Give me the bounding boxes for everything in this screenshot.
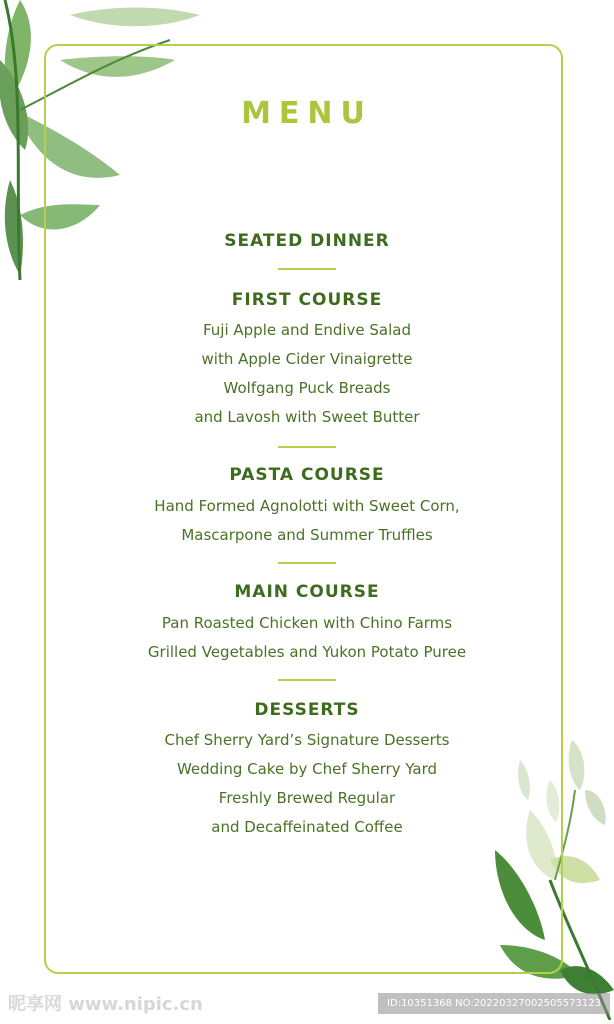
watermark-logo: 昵享网 www.nipic.cn (8, 994, 203, 1015)
menu-item-line: Wolfgang Puck Breads (223, 379, 391, 397)
menu-item-line: Freshly Brewed Regular (218, 789, 396, 807)
menu-item-line: Grilled Vegetables and Yukon Potato Puree (147, 643, 467, 661)
watermark-id: ID:10351368 NO:20220327002505573123 (378, 993, 610, 1014)
section-heading-first-course: FIRST COURSE (231, 290, 383, 310)
divider-rule (278, 446, 336, 448)
section-heading-pasta-course: PASTA COURSE (229, 465, 385, 485)
menu-item-line: with Apple Cider Vinaigrette (201, 350, 413, 368)
menu-item-line: and Decaffeinated Coffee (211, 818, 403, 836)
divider-rule (278, 562, 336, 564)
menu-item-line: Chef Sherry Yard’s Signature Desserts (164, 731, 450, 749)
menu-item-line: Pan Roasted Chicken with Chino Farms (161, 614, 453, 632)
menu-item-line: Mascarpone and Summer Truffles (181, 526, 433, 544)
section-heading-seated-dinner: SEATED DINNER (224, 231, 390, 251)
menu-item-line: Hand Formed Agnolotti with Sweet Corn, (154, 497, 460, 515)
menu-title: MENU (241, 96, 373, 131)
menu-item-line: and Lavosh with Sweet Butter (194, 408, 420, 426)
section-heading-main-course: MAIN COURSE (234, 582, 380, 602)
section-heading-desserts: DESSERTS (254, 700, 360, 720)
menu-item-line: Wedding Cake by Chef Sherry Yard (176, 760, 438, 778)
divider-rule (278, 679, 336, 681)
menu-item-line: Fuji Apple and Endive Salad (202, 321, 411, 339)
divider-rule (278, 268, 336, 270)
